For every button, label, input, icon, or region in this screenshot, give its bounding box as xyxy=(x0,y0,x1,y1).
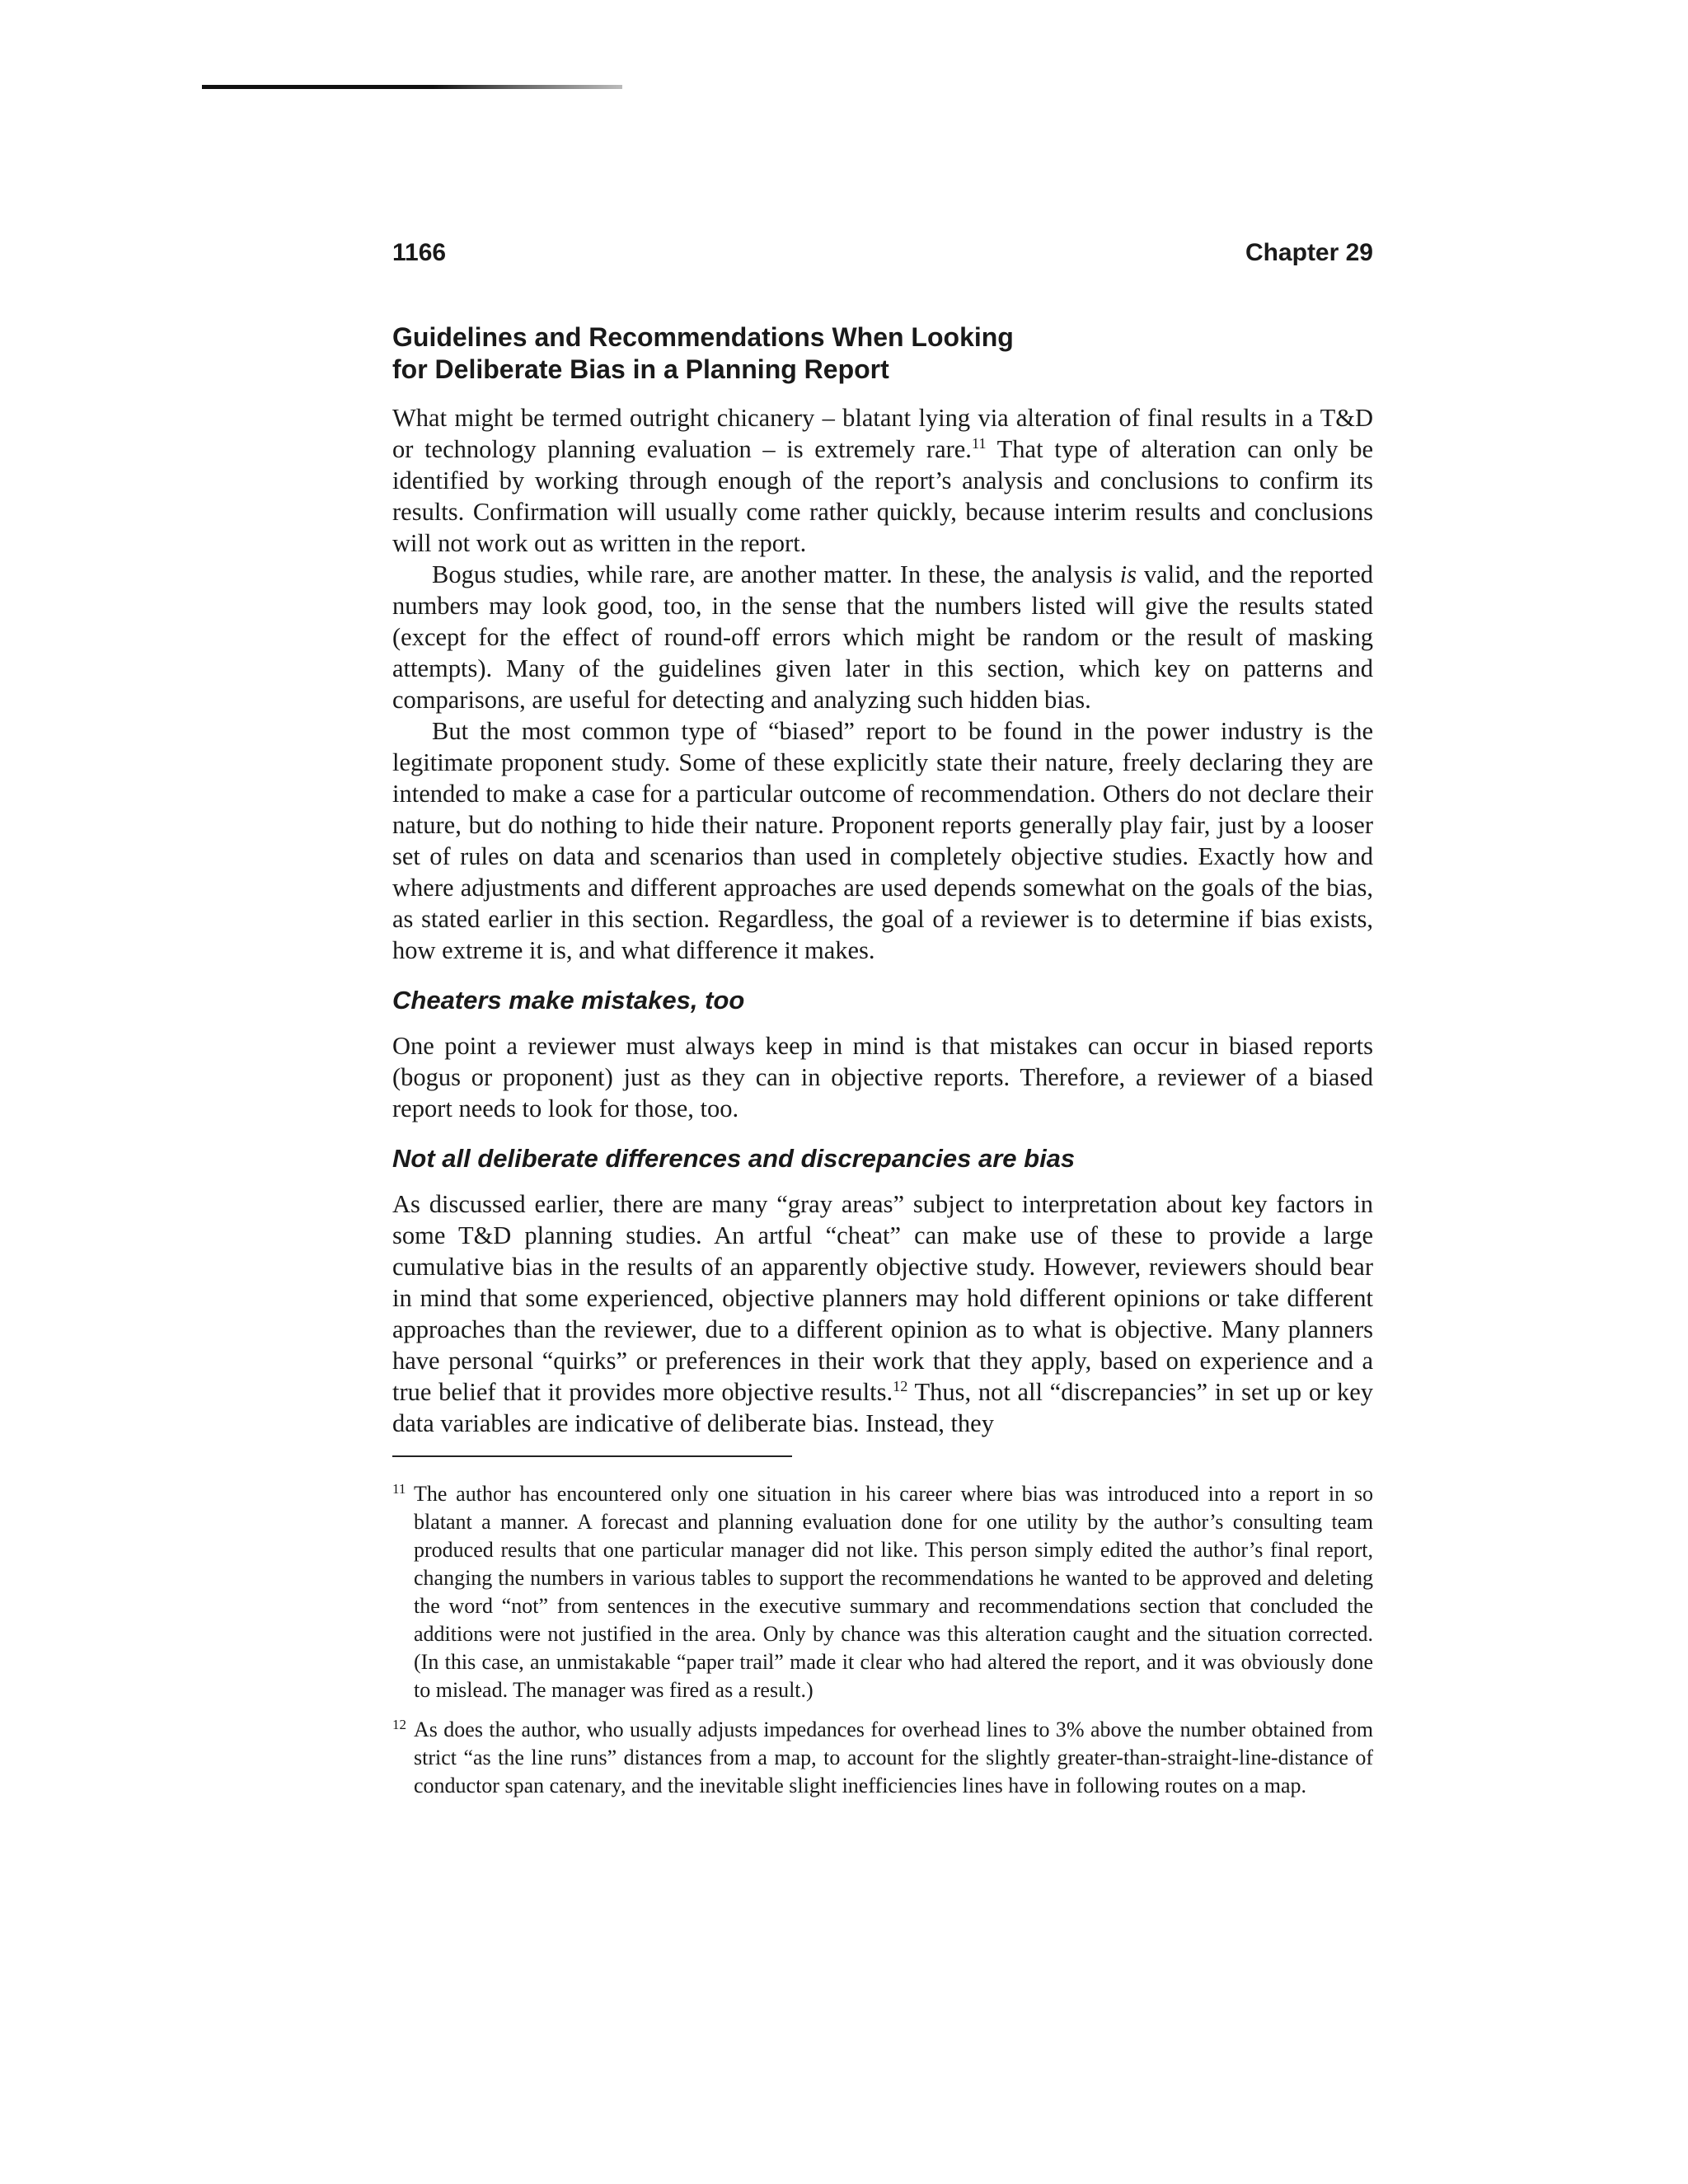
footnote-text: The author has encountered only one situation in his career where bias was introduced into a report in so blatant a manner. A forecast and planning evaluation done for one utility by the author’s consulting team produced results that one particular manager did not like. This person simply edited the author’s final report, changing the numbers in various tables to support the recommendations he wanted to be approved and deleting the word “not” from sentences in the executive summary and recommendations section that concluded the additions were not justified in the area. Only by chance was this alteration caught and the situation corrected. (In this case, an unmistakable “paper trail” made it clear who had altered the report, and it was obviously done to mislead. The manager was fired as a result.) xyxy=(414,1482,1373,1702)
emphasis-is: is xyxy=(1119,560,1137,588)
footnote-divider xyxy=(392,1455,792,1457)
footnote-ref-12: 12 xyxy=(893,1377,908,1394)
footnote-12 xyxy=(392,1716,1373,1800)
footnote-mark: 12 xyxy=(392,1717,406,1732)
paragraph-text: What might be termed outright chicanery – blatant lying via alteration of final results in a T&D or technology planning evaluation – is extremely rare. xyxy=(392,404,1373,463)
paragraph-mistakes: One point a reviewer must always keep in mind is that mistakes can occur in biased reports (bogus or proponent) just as they can in objective reports. Therefore, a reviewer of a biased report needs to look for those, too. xyxy=(392,1032,1373,1122)
footnote-text: As does the author, who usually adjusts impedances for overhead lines to 3% above the number obtained from strict “as the line runs” distances from a map, to account for the slightly greater-than-straight-line-distance of conductor span catenary, and the inevitable slight inefficiencies lines have in following routes on a map. xyxy=(414,1718,1373,1797)
page-number: 1166 xyxy=(392,239,447,266)
paragraph-text: Thus, not all “discrepancies” in set up or key data variables are indicative of deliberate bias. Instead, they xyxy=(392,1378,1373,1437)
chapter-label: Chapter 29 xyxy=(1245,239,1373,266)
paragraph-chicanery xyxy=(392,402,1373,559)
paragraph-text: As discussed earlier, there are many “gray areas” subject to interpretation about key factors in some T&D planning studies. An artful “cheat” can make use of these to provide a large cumulative bias in the results of an apparently objective study. However, reviewers should bear in mind that some experienced, objective planners may hold different opinions or take different approaches than the reviewer, due to a different opinion as to what is objective. Many planners have personal “quirks” or preferences in their work that they apply, based on experience and a true belief that it provides more objective results. xyxy=(392,1190,1373,1406)
footnote-mark: 11 xyxy=(392,1481,406,1497)
footnote-ref-11: 11 xyxy=(971,434,987,452)
footnote-11 xyxy=(392,1480,1373,1704)
subheading-not-all-bias: Not all deliberate differences and discrepancies are bias xyxy=(392,1144,1076,1173)
section-title-line2: for Deliberate Bias in a Planning Report xyxy=(392,354,889,384)
section-title-line1: Guidelines and Recommendations When Looking xyxy=(392,322,1014,352)
subheading-cheaters: Cheaters make mistakes, too xyxy=(392,986,745,1015)
paragraph-proponent-study: But the most common type of “biased” report to be found in the power industry is the legitimate proponent study. Some of these explicitly state their nature, freely declaring they are intended to make a case for a particular outcome of recommendation. Others do not declare their nature, but do nothing to hide their nature. Proponent reports generally play fair, just by a looser set of rules on data and scenarios than used in completely objective studies. Exactly how and where adjustments and different approaches are used depends somewhat on the goals of the bias, as stated earlier in this section. Regardless, the goal of a reviewer is to determine if bias exists, how extreme it is, and what difference it makes. xyxy=(392,717,1373,964)
paragraph-gray-areas xyxy=(392,1188,1373,1439)
paragraph-bogus-studies xyxy=(392,559,1373,715)
paragraph-text: Bogus studies, while rare, are another matter. In these, the analysis xyxy=(432,560,1120,588)
page-content xyxy=(392,321,1373,1811)
running-head xyxy=(392,239,1373,267)
section-title xyxy=(392,321,1373,386)
paragraph-text: valid, and the reported numbers may look good, too, in the sense that the numbers listed will give the results stated (except for the effect of round-off errors which might be random or the result of masking attempts). Many of the guidelines given later in this section, which key on patterns and comparisons, are useful for detecting and analyzing such hidden bias. xyxy=(392,560,1374,714)
paragraph-text: That type of alteration can only be identified by working through enough of the report’s analysis and conclusions to confirm its results. Confirmation will usually come rather quickly, because interim results and conclusions will not work out as written in the report. xyxy=(392,435,1373,557)
top-rule xyxy=(202,85,622,89)
